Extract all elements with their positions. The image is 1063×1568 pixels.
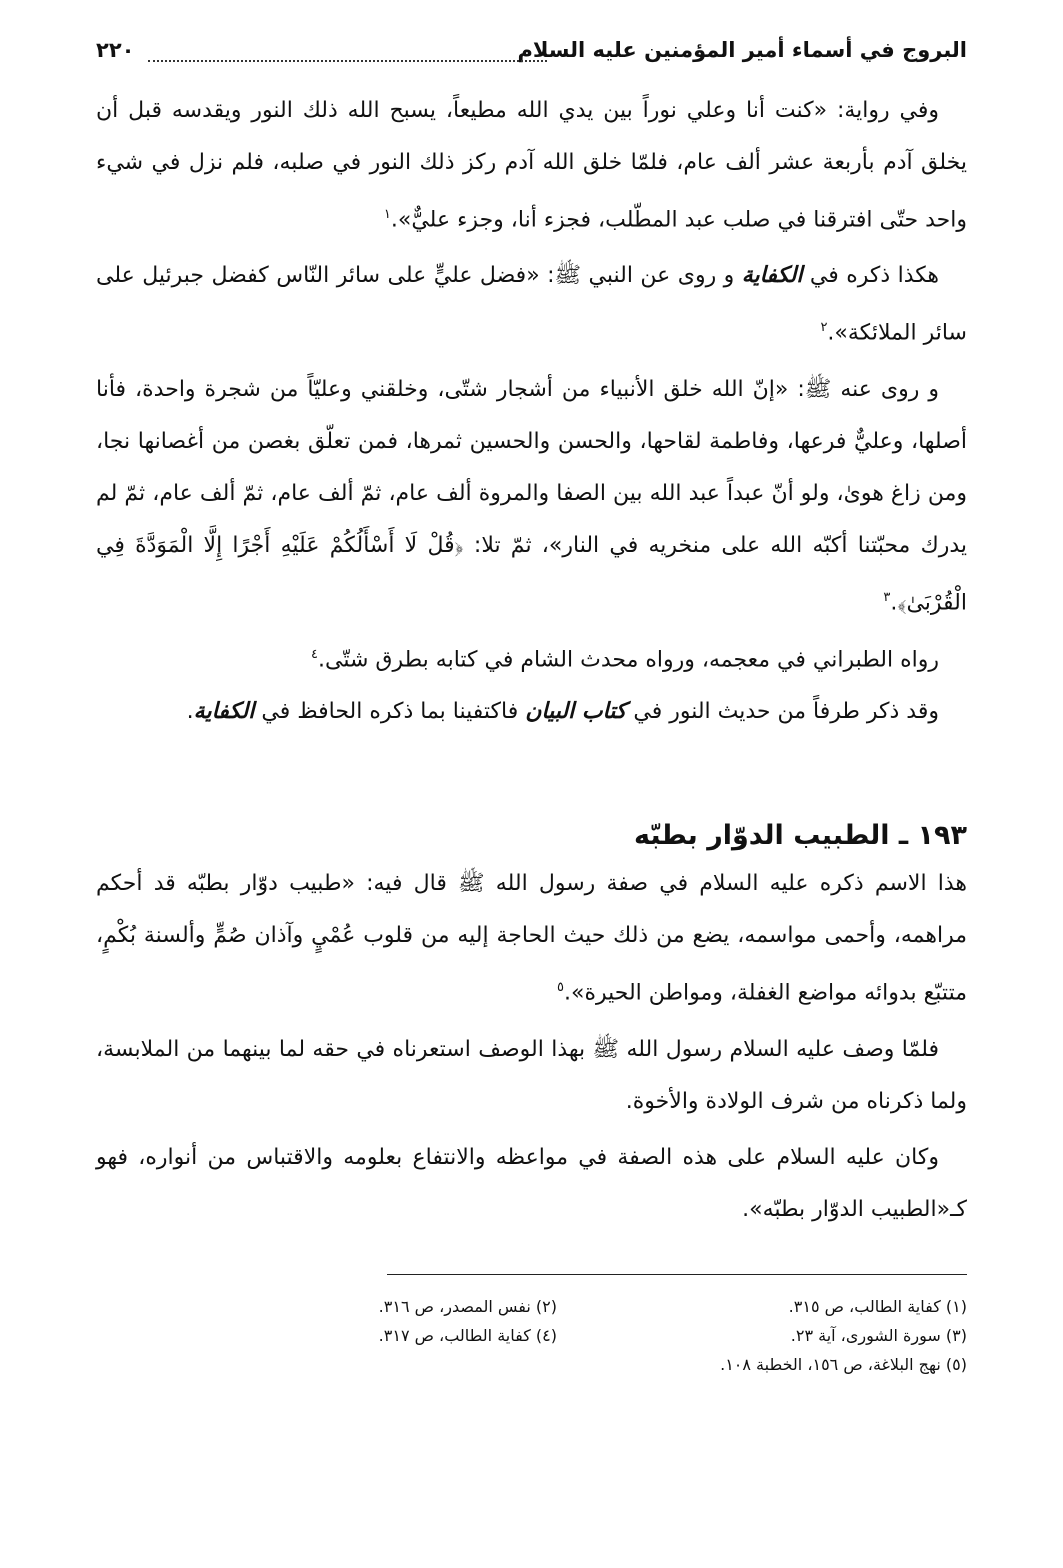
- book-title-italic: الكفاية: [741, 263, 803, 289]
- footnotes: [96, 1297, 967, 1374]
- paragraph-riwaya: [96, 85, 967, 246]
- paragraph-wasf: [96, 1024, 967, 1128]
- footnote-ref: ٥: [557, 980, 564, 996]
- paragraph-text: وقد ذكر طرفاً من حديث النور في: [626, 699, 939, 725]
- footnote-1: (١) كفاية الطالب، ص ٣١٥.: [788, 1296, 967, 1316]
- book-title: البروج في أسماء أمير المؤمنين عليه السلام: [517, 38, 967, 62]
- paragraph-text: فلمّا وصف عليه السلام رسول الله ﷺ بهذا الوصف استعرناه في حقه لما بينهما من الملابسة، ولما ذكرناه من شرف الولادة والأخوة.: [96, 1036, 967, 1114]
- book-page: [96, 30, 967, 1568]
- footnote-ref: ٢: [820, 320, 828, 336]
- footnote-5: (٥) نهج البلاغة، ص ١٥٦، الخطبة ١٠٨.: [720, 1354, 967, 1374]
- running-header: [96, 30, 967, 71]
- paragraph-text: و روى عن النبي ﷺ: «فضل عليٍّ على سائر النّاس كفضل جبرئيل على سائر الملائكة».: [96, 263, 967, 346]
- footnote-ref: ١: [383, 207, 391, 222]
- footnote-4: (٤) كفاية الطالب، ص ٣١٧.: [378, 1325, 557, 1345]
- paragraph-text: و روى عنه ﷺ: «إنّ الله خلق الأنبياء من أشجار شتّى، وخلقني وعليّاً من شجرة واحدة، فأنا أصلها، وعليٌّ فرعها، وفاطمة لقاحها، والحسن والحسين ثمرها، فمن تعلّق بغصن من أغصانها نجا، ومن زاغ هوىٰ، ولو أنّ عبداً عبد الله بين الصفا والمروة ألف عام، ثمّ ألف عام، ثمّ ألف عام، ثمّ لم يدرك محبّتنا أكبّه الله على منخريه في النار»، ثمّ تلا: ﴿قُلْ لَا أَسْأَلُكُمْ عَلَيْهِ أَجْرًا إِلَّا الْمَوَدَّةَ فِي الْقُرْبَىٰ﴾.: [96, 376, 967, 615]
- book-title-italic: الكفاية: [193, 699, 255, 725]
- footnote-3: (٣) سورة الشورى، آية ٢٣.: [790, 1325, 967, 1345]
- footnote-ref: ٣: [883, 589, 891, 605]
- paragraph-nur: [96, 686, 967, 738]
- paragraph-text: فاكتفينا بما ذكره الحافظ في: [254, 699, 526, 725]
- paragraph-kifaya: [96, 250, 967, 359]
- paragraph-text: .: [186, 699, 194, 725]
- section-heading: ١٩٣ ـ الطبيب الدوّار بطبّه: [633, 820, 967, 852]
- paragraph-ashjar: [96, 364, 967, 629]
- paragraph-tabarani: [96, 629, 967, 686]
- paragraph-kana: [96, 1132, 967, 1236]
- footnote-divider: [387, 1274, 967, 1275]
- paragraph-text: رواه الطبراني في معجمه، ورواه محدث الشام في كتابه بطرق شتّى.: [318, 647, 939, 673]
- paragraph-text: هذا الاسم ذكره عليه السلام في صفة رسول الله ﷺ قال فيه: «طبيب دوّار بطبّه قد أحكم مراهمه، وأحمى مواسمه، يضع من ذلك حيث الحاجة إليه من قلوب عُمْيٍ وآذان صُمٍّ وألسنة بُكْمٍ، متتبّع بدوائه مواضع الغفلة، ومواطن الحيرة».: [96, 871, 967, 1006]
- paragraph-text: وفي رواية: «كنت أنا وعلي نوراً بين يدي الله مطيعاً، يسبح الله ذلك النور ويقدسه قبل أن يخلق آدم بأربعة عشر ألف عام، فلمّا خلق الله آدم ركز ذلك النور في صلبه، فلم نزل في شيء واحد حتّى افترقنا في صلب عبد المطّلب، فجزء أنا، وجزء عليٌّ».: [96, 98, 967, 233]
- book-title-italic: كتاب البيان: [525, 699, 627, 725]
- footnote-ref: ٤: [311, 646, 319, 662]
- header-dotted-leader: [148, 60, 547, 62]
- footnote-2: (٢) نفس المصدر، ص ٣١٦.: [378, 1296, 557, 1316]
- paragraph-tabib: [96, 858, 967, 1019]
- paragraph-text: وكان عليه السلام على هذه الصفة في مواعظه والانتفاع بعلومه والاقتباس من أنواره، فهو كـ«الطبيب الدوّار بطبّه».: [96, 1144, 967, 1222]
- paragraph-text: هكذا ذكره في: [802, 263, 939, 289]
- page-number: ٢٢٠: [96, 38, 135, 62]
